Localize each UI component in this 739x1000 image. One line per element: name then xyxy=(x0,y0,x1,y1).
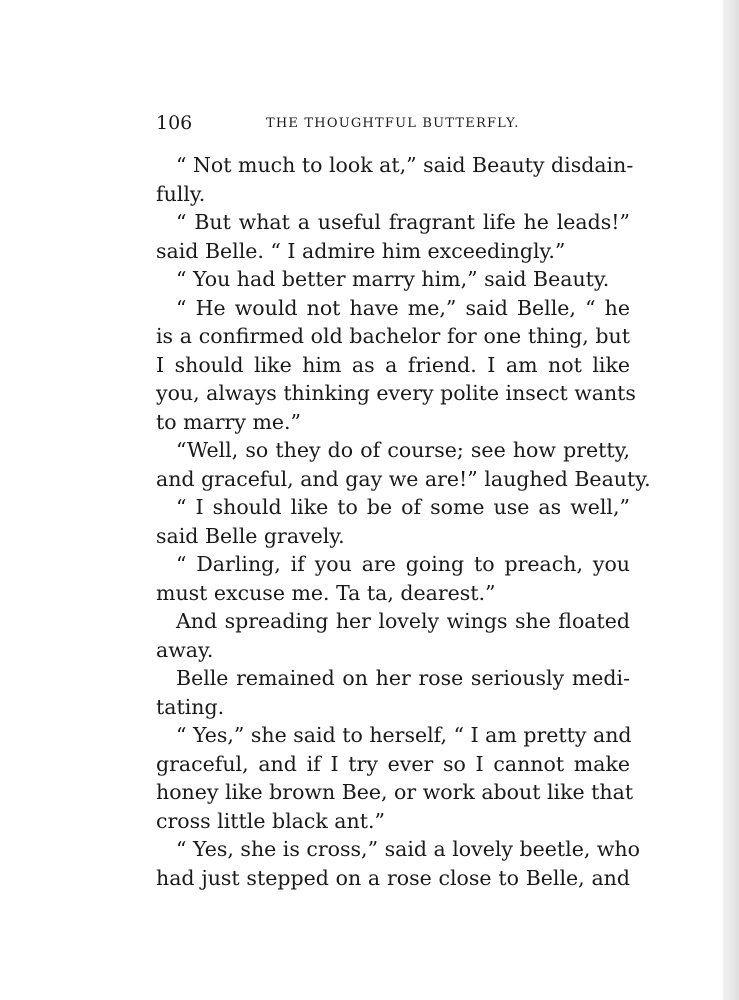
text-line: away. xyxy=(156,637,214,662)
text-line: graceful, and if I try ever so I cannot make xyxy=(156,751,630,776)
text-line: “ Yes,” she said to herself, “ I am pretty and xyxy=(176,723,632,747)
text-line: you, always thinking every polite insect wants xyxy=(156,381,636,405)
text-line: “ He would not have me,” said Belle, “ he xyxy=(176,295,630,320)
text-line: and graceful, and gay we are!” laughed Beauty. xyxy=(156,466,651,491)
text-line: I should like him as a friend. I am not like xyxy=(156,352,630,377)
text-line: “ But what a useful fragrant life he leads!” xyxy=(176,210,630,234)
page-header xyxy=(156,112,626,136)
text-line: must excuse me. Ta ta, dearest.” xyxy=(156,580,496,605)
text-line: “ Not much to look at,” said Beauty disdain- xyxy=(176,153,634,177)
text-line: honey like brown Bee, or work about like that xyxy=(156,780,634,804)
text-line: fully. xyxy=(156,181,206,206)
text-line: And spreading her lovely wings she floated xyxy=(176,609,630,633)
text-line: to marry me.” xyxy=(156,409,302,434)
text-line: “ Yes, she is cross,” said a lovely beetle, who xyxy=(176,837,640,861)
text-line: “ Darling, if you are going to preach, you xyxy=(176,552,630,576)
text-line: cross little black ant.” xyxy=(156,808,385,833)
text-line: said Belle gravely. xyxy=(156,523,345,548)
text-line: “Well, so they do of course; see how pretty, xyxy=(176,438,630,462)
text-line: had just stepped on a rose close to Belle, and xyxy=(156,865,630,890)
text-line: said Belle. “ I admire him exceedingly.” xyxy=(156,238,566,263)
page-number: 106 xyxy=(156,112,193,134)
text-line: “ You had better marry him,” said Beauty. xyxy=(176,267,610,291)
page-edge-shadow xyxy=(723,0,739,1000)
text-line: tating. xyxy=(156,694,225,719)
body-text xyxy=(156,151,651,892)
running-head: THE THOUGHTFUL BUTTERFLY. xyxy=(266,116,520,131)
text-line: is a confirmed old bachelor for one thing, but xyxy=(156,324,630,348)
text-line: Belle remained on her rose seriously medi- xyxy=(176,666,630,690)
text-line: “ I should like to be of some use as well,” xyxy=(176,495,630,519)
